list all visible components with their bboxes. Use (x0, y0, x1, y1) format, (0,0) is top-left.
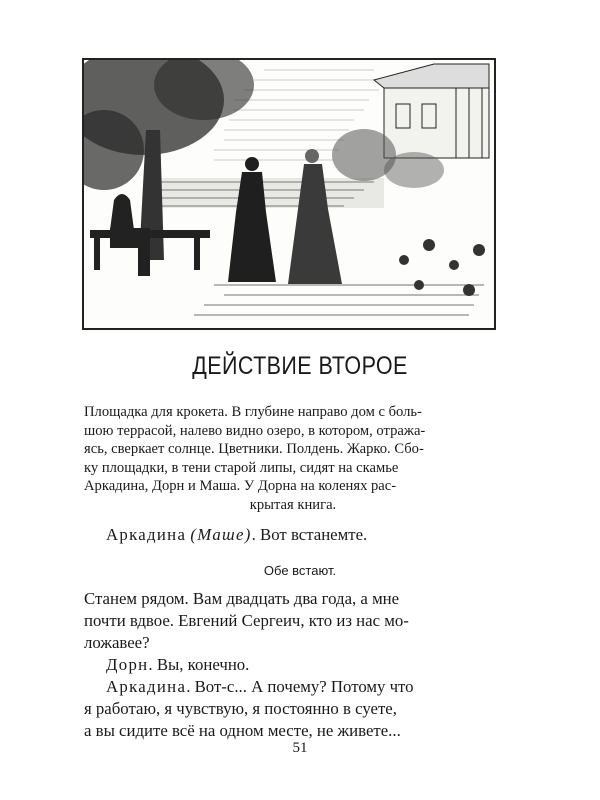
stage-note: Обе встают. (263, 563, 337, 578)
dialog-arkadina-2 (84, 588, 508, 654)
dialog-dorn (84, 654, 508, 676)
stage-line: Площадка для крокета. В глубине направо дом с боль- (84, 404, 422, 420)
garden-scene-illustration (82, 58, 496, 330)
stage-line: крытая книга. (249, 496, 337, 513)
speaker-name: Дорн (106, 655, 149, 674)
stage-line: ясь, сверкает солнце. Цветники. Полдень. Жарко. Сбо- (84, 441, 424, 458)
act-title: ДЕЙСТВИЕ ВТОРОЕ (192, 352, 408, 380)
dialog-line: ложавее? (84, 633, 150, 652)
stage-direction (84, 403, 502, 515)
dialog-text: . Вот встанемте. (251, 525, 368, 544)
dialog-arkadina-3 (84, 676, 508, 742)
dialog-line: Станем рядом. Вам двадцать два года, а мне (84, 589, 400, 608)
dialog-line: почти вдвое. Евгений Сергеич, кто из нас мо- (84, 611, 409, 630)
garden-scene-icon (84, 60, 494, 328)
stage-line: ку площадки, в тени старой липы, сидят на скамье (84, 459, 399, 476)
stage-line: Аркадина, Дорн и Маша. У Дорна на коленях рас- (84, 478, 397, 495)
aside: (Маше) (190, 525, 252, 544)
dialog-arkadina-1 (84, 524, 508, 546)
speaker-name: Аркадина (106, 525, 187, 544)
speaker-name: Аркадина (106, 677, 187, 696)
dialog-text: . Вот-с... А почему? Потому что (186, 677, 414, 696)
page-number: 51 (292, 740, 308, 756)
dialog-line: а вы сидите всё на одном месте, не живете... (84, 721, 401, 740)
dialog-text: . Вы, конечно. (148, 655, 250, 674)
dialog-line: я работаю, я чувствую, я постоянно в суете, (84, 699, 397, 718)
stage-line: шою террасой, налево видно озеро, в котором, отража- (84, 422, 426, 439)
